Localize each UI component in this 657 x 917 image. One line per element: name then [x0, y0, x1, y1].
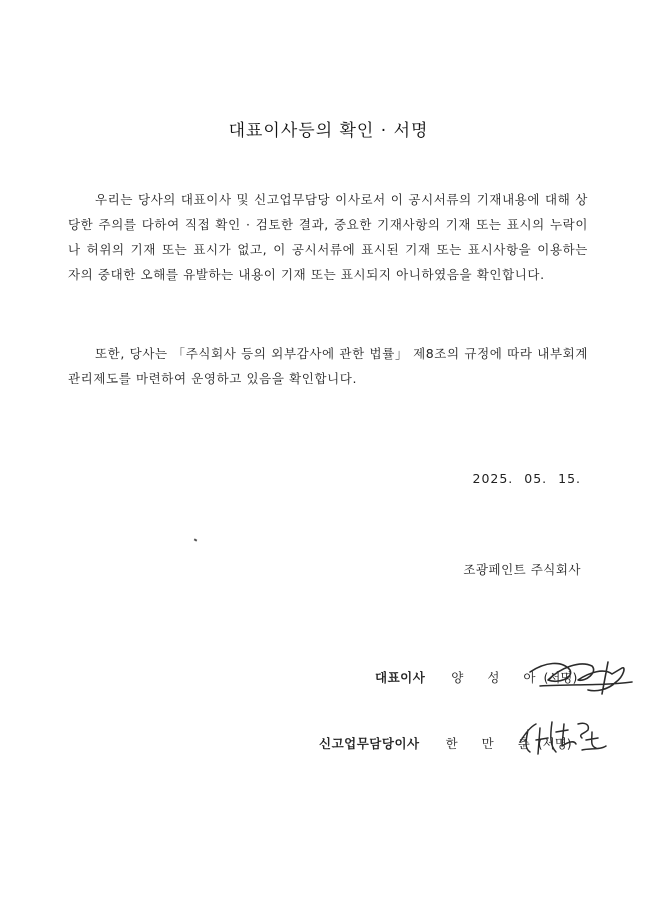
confirmation-paragraph: 우리는 당사의 대표이사 및 신고업무담당 이사로서 이 공시서류의 기재내용에 대해 상당한 주의를 다하여 직접 확인 · 검토한 결과, 중요한 기재사항의 기재 또는 표시의 누락이나 허위의 기재 또는 표시가 없고, 이 공시서류에 표시된 기재 또는 표시사항을 이용하는 자의 중대한 오해를 유발하는 내용이 기재 또는 표시되지 아니하였음을 확인합니다. [68, 192, 588, 282]
disclosure-officer-seal-label: (서명) [537, 736, 572, 751]
document-title: 대표이사등의 확인 · 서명 [228, 121, 429, 141]
company-name: 조광페인트 주식회사 [463, 562, 581, 577]
scan-speck [194, 538, 198, 541]
ceo-name: 양 성 아 [451, 670, 536, 685]
ceo-signature-line [375, 668, 577, 686]
ceo-seal-label: (서명) [543, 670, 578, 685]
disclosure-officer-role-label: 신고업무담당이사 [319, 736, 420, 751]
ceo-role-label: 대표이사 [375, 670, 426, 685]
internal-control-paragraph: 또한, 당사는 「주식회사 등의 외부감사에 관한 법률」 제8조의 규정에 따라 내부회계관리제도를 마련하여 운영하고 있음을 확인합니다. [68, 346, 588, 386]
document-date: 2025. 05. 15. [472, 471, 581, 486]
disclosure-officer-name: 한 만 춘 [445, 736, 530, 751]
disclosure-officer-signature-line [319, 734, 572, 752]
